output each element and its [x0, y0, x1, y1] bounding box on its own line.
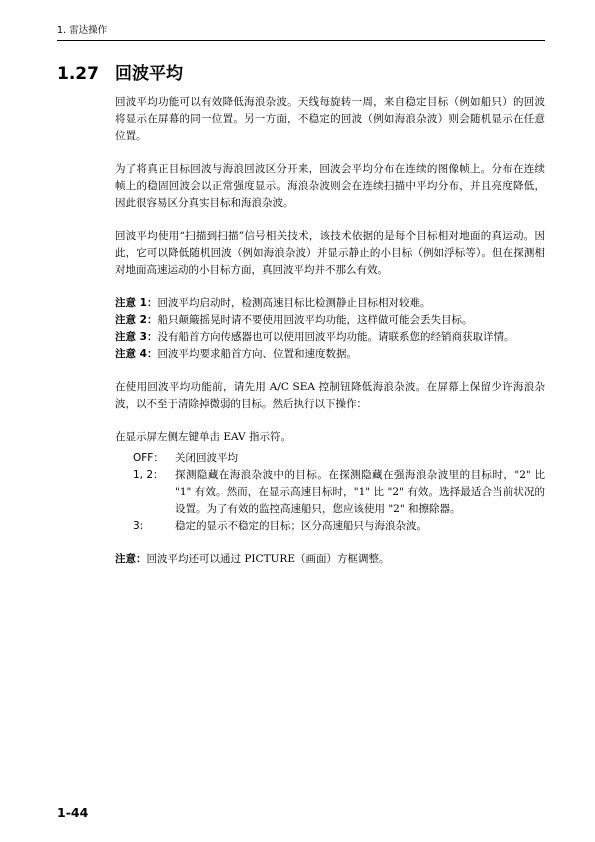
note-label: 注意 3：: [115, 331, 158, 343]
section-number: 1.27: [57, 64, 99, 84]
mode-description: 关闭回波平均: [175, 452, 238, 464]
mode-item: [133, 518, 545, 535]
mode-item: [133, 467, 545, 518]
note-text: 船只颠簸摇晃时请不要使用回波平均功能，这样做可能会丢失目标。: [157, 314, 473, 326]
notes-list: [115, 295, 545, 363]
paragraph: 为了将真正目标回波与海浪回波区分开来，回波会平均分布在连续的图像帧上。分布在连续帧上的稳固回波会以正常强度显示。海浪杂波则会在连续扫描中平均分布，并且亮度降低，因此很容易区分真实目标和海浪杂波。: [115, 163, 545, 209]
mode-description: 探测隐藏在海浪杂波中的目标。在探测隐藏在强海浪杂波里的目标时，"2" 比 "1" 有效。然而，在显示高速目标时，"1" 比 "2" 有效。选择最适合当前状况的设置。为了有效的监控高速船只，您应该使用 "2" 和擦除器。: [175, 469, 545, 515]
note-item: [115, 346, 545, 363]
intro-paragraph: 在使用回波平均功能前，请先用 A/C SEA 控制钮降低海浪杂波。在屏幕上保留少许海浪杂波，以不至于清除掉微弱的目标。然后执行以下操作：: [115, 381, 545, 410]
note-label: 注意 2：: [115, 314, 158, 326]
note-label: 注意 4：: [115, 348, 158, 360]
page-number: 1-44: [57, 805, 89, 820]
mode-item: [133, 450, 545, 467]
section-title: [57, 59, 183, 84]
mode-key: OFF：: [133, 452, 164, 464]
paragraph: 回波平均使用“扫描到扫描”信号相关技术，该技术依据的是每个目标相对地面的真运动。因此，它可以降低随机回波（例如海浪杂波）并显示静止的小目标（例如浮标等）。但在探测相对地面高速运动的小目标方面，真回波平均并不那么有效。: [115, 230, 545, 276]
note-label: 注意 1：: [115, 297, 158, 309]
paragraph: 回波平均功能可以有效降低海浪杂波。天线每旋转一周，来自稳定目标（例如船只）的回波将显示在屏幕的同一位置。另一方面，不稳定的回波（例如海浪杂波）则会随机显示在任意位置。: [115, 96, 545, 142]
section-title-text: 回波平均: [115, 64, 183, 84]
running-header: 1. 雷达操作: [57, 25, 108, 36]
note-item: [115, 295, 545, 312]
note-text: 回波平均要求船首方向、位置和速度数据。: [157, 348, 357, 360]
mode-key: 1, 2：: [133, 469, 164, 481]
final-note-text: 回波平均还可以通过 PICTURE（画面）方框调整。: [146, 553, 390, 565]
mode-list: [133, 450, 545, 535]
section-body: [115, 94, 545, 584]
instruction-text: 在显示屏左侧左键单击 EAV 指示符。: [115, 431, 291, 443]
final-note: [115, 551, 545, 568]
header-rule: [57, 40, 545, 41]
note-text: 回波平均启动时，检测高速目标比检测静止目标相对较难。: [157, 297, 431, 309]
note-text: 没有船首方向传感器也可以使用回波平均功能。请联系您的经销商获取详情。: [157, 331, 515, 343]
final-note-label: 注意：: [115, 553, 147, 565]
note-item: [115, 312, 545, 329]
mode-key: 3:: [133, 520, 144, 532]
mode-description: 稳定的显示不稳定的目标；区分高速船只与海浪杂波。: [175, 520, 427, 532]
note-item: [115, 329, 545, 346]
